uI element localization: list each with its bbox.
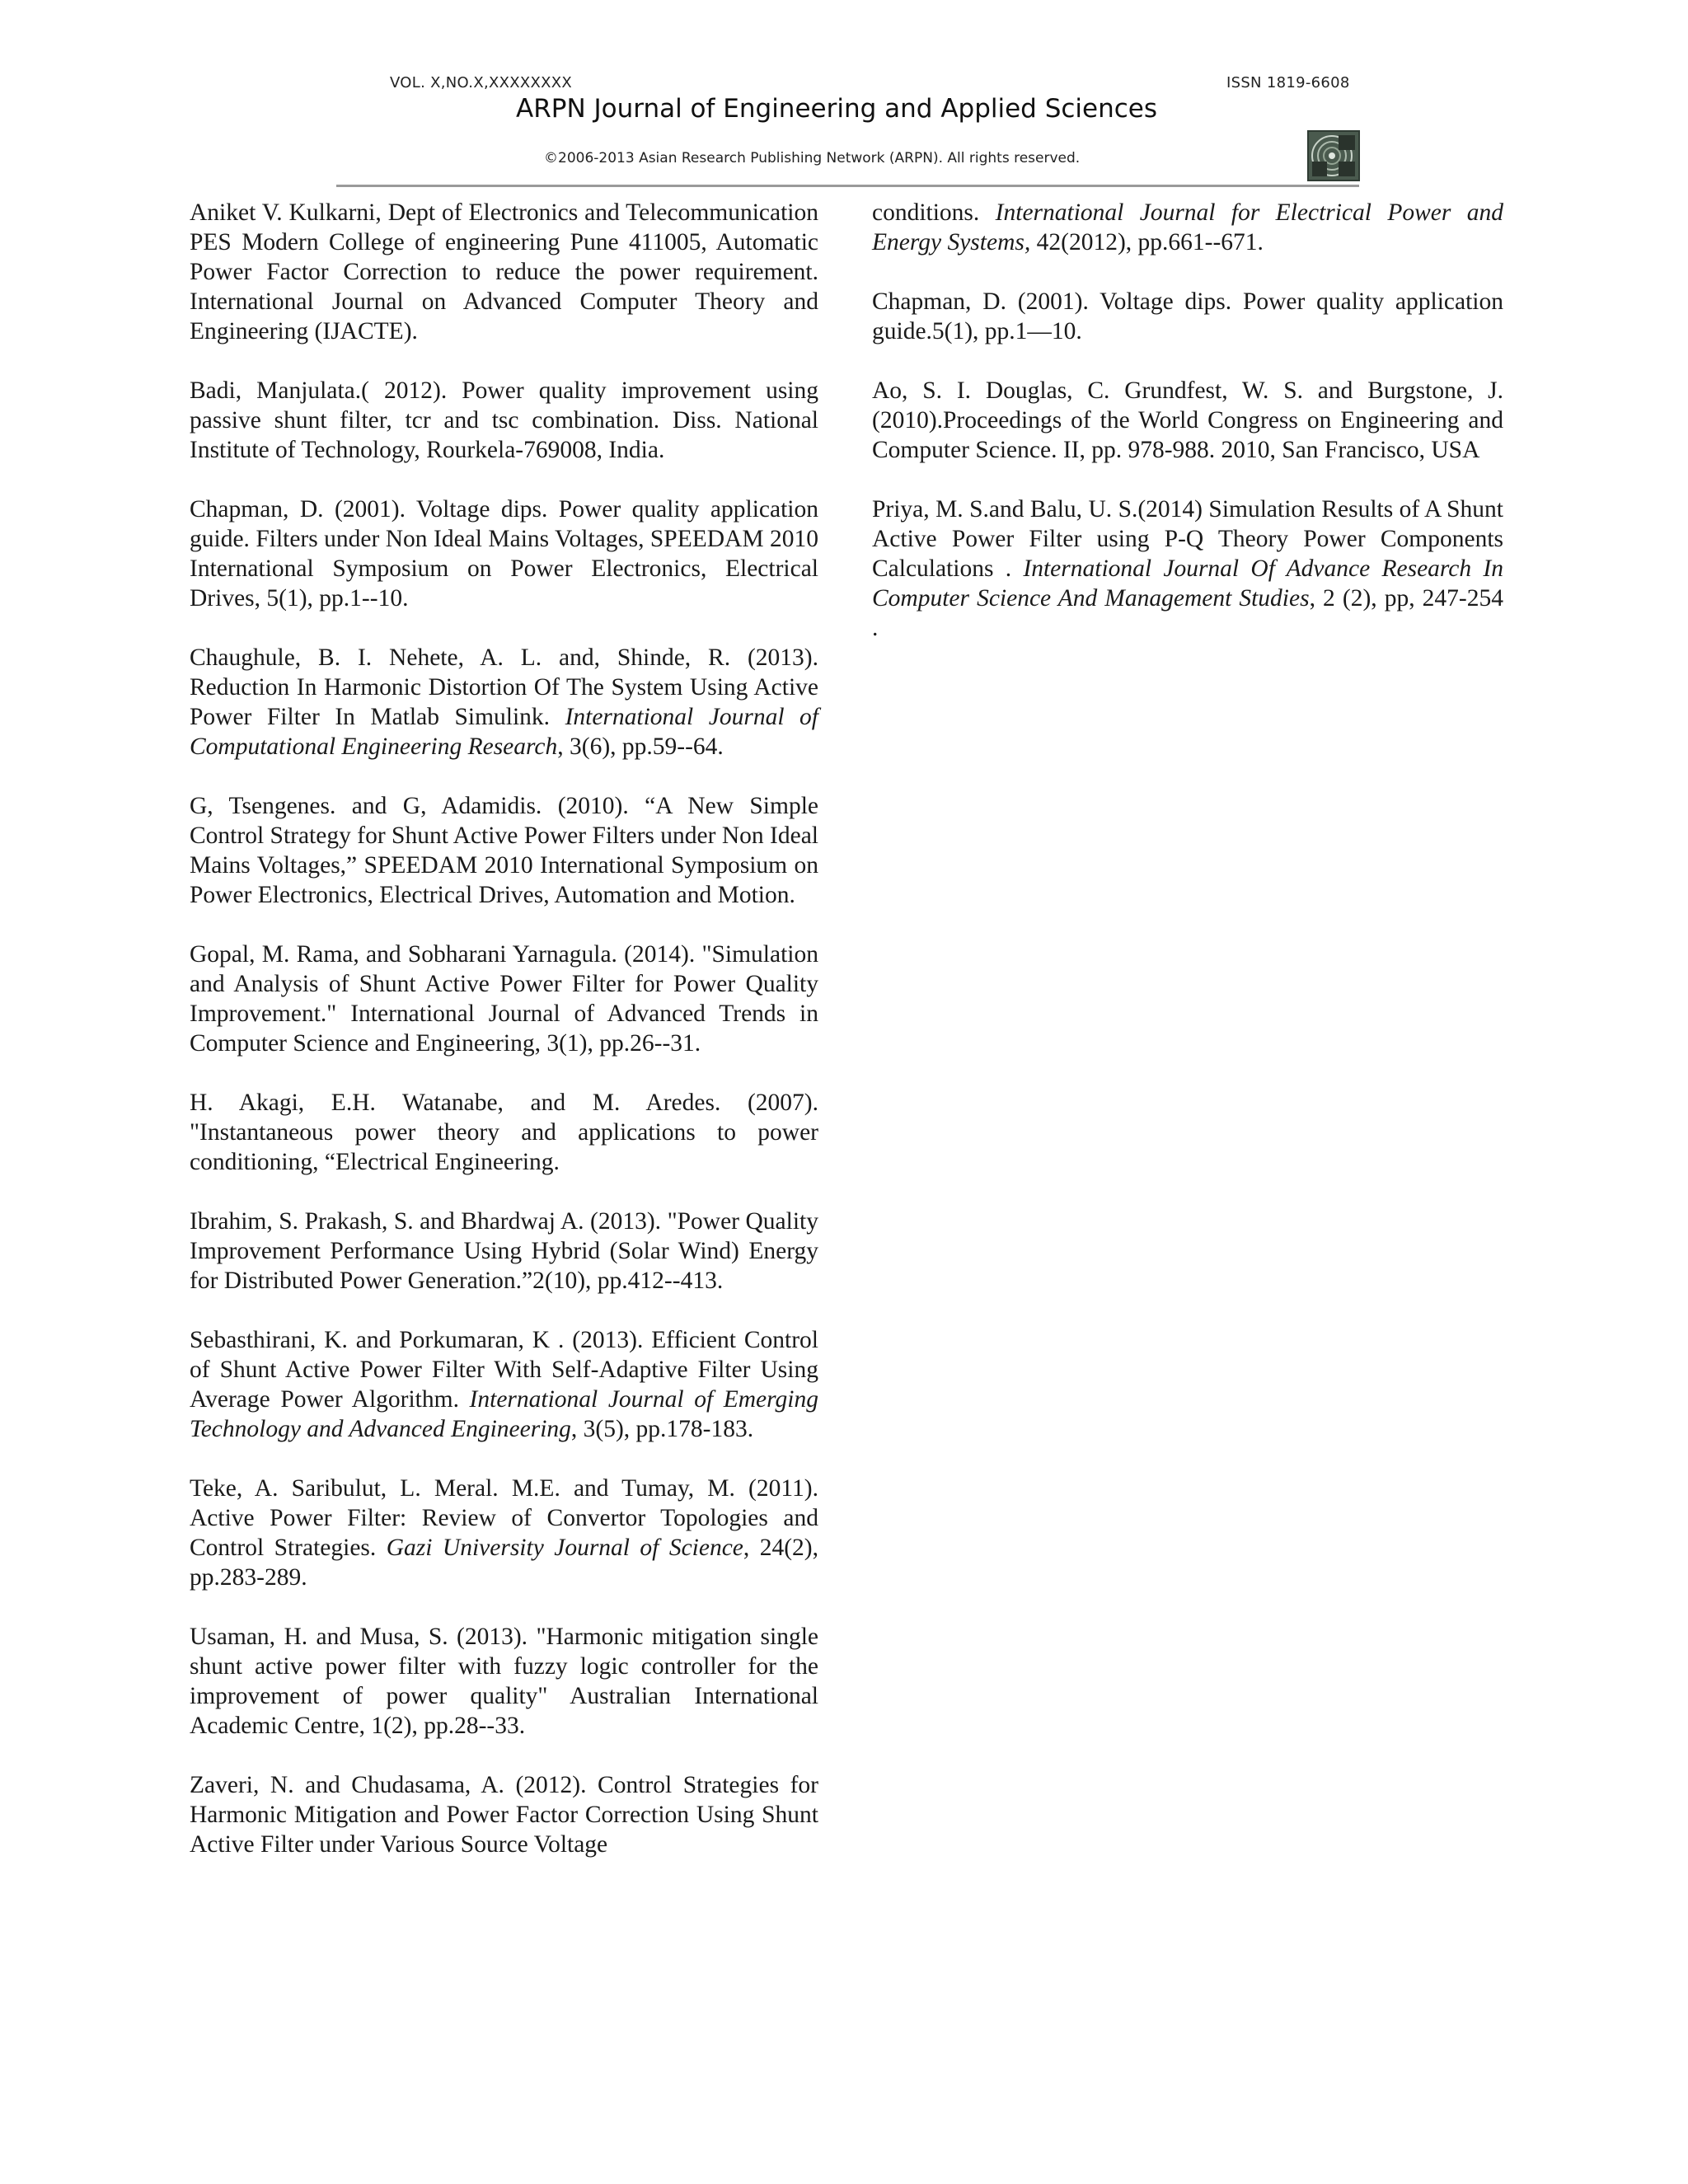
reference-text: Zaveri, N. and Chudasama, A. (2012). Control Strategies for Harmonic Mitigation and Power Factor Correction Using Shunt Active Filter under Various Source Voltage <box>190 1772 818 1858</box>
reference-entry <box>190 494 818 613</box>
reference-text: Teke, A. Saribulut, L. Meral. M.E. and Tumay, M. (2011). Active Power Filter: Review of Convertor Topologies and Control Strategies. <box>190 1475 818 1561</box>
reference-text: G, Tsengenes. and G, Adamidis. (2010). “A New Simple Control Strategy for Shunt Active Power Filters under Non Ideal Mains Voltages,” SPEEDAM 2010 International Symposium on Power Electronics, Electrical Drives, Automation and Motion. <box>190 793 818 908</box>
reference-entry <box>190 1770 818 1859</box>
reference-entry <box>872 198 1503 257</box>
reference-entry <box>190 940 818 1058</box>
reference-entry <box>872 494 1503 643</box>
issn-number: ISSN 1819-6608 <box>1226 74 1350 91</box>
reference-text: H. Akagi, E.H. Watanabe, and M. Aredes. (2007). "Instantaneous power theory and applications to power conditioning, “Electrical Engineering. <box>190 1090 818 1175</box>
arpn-logo-icon <box>1307 130 1360 181</box>
reference-source-italic: International Journal for Electrical Power and Energy Systems, <box>872 199 1503 255</box>
copyright-notice: ©2006-2013 Asian Research Publishing Network (ARPN). All rights reserved. <box>544 150 1081 166</box>
reference-text: 42(2012), pp.661--671. <box>1030 229 1264 255</box>
journal-title: ARPN Journal of Engineering and Applied Sciences <box>516 94 1158 124</box>
reference-text: , 24(2), pp.283-289. <box>190 1535 818 1591</box>
reference-text: , 3(5), pp.178-183. <box>570 1416 754 1442</box>
reference-entry <box>190 1207 818 1296</box>
reference-text: Chapman, D. (2001). Voltage dips. Power quality application guide. Filters under Non Ideal Mains Voltages, SPEEDAM 2010 International Symposium on Power Electronics, Electrical Drives, 5(1), pp.1--10. <box>190 496 818 612</box>
reference-entry <box>190 791 818 910</box>
reference-source-italic: International Journal of Emerging Technology and Advanced Engineering <box>190 1386 818 1442</box>
volume-number: VOL. X,NO.X,XXXXXXXX <box>390 74 573 91</box>
reference-entry <box>872 287 1503 346</box>
reference-entry <box>190 1622 818 1741</box>
reference-source-italic: International Journal Of Advance Research In Computer Science And Management Studies <box>872 555 1503 612</box>
reference-entry <box>190 1088 818 1177</box>
reference-entry <box>190 198 818 346</box>
reference-text: Badi, Manjulata.( 2012). Power quality improvement using passive shunt filter, tcr and tsc combination. Diss. National Institute of Technology, Rourkela-769008, India. <box>190 377 818 463</box>
reference-entry <box>190 1325 818 1444</box>
references-left-column <box>190 198 818 1889</box>
reference-entry <box>190 1474 818 1592</box>
reference-text: Gopal, M. Rama, and Sobharani Yarnagula. (2014). "Simulation and Analysis of Shunt Active Power Filter for Power Quality Improvement." International Journal of Advanced Trends in Computer Science and Engineering, 3(1), pp.26--31. <box>190 941 818 1057</box>
reference-text: Priya, M. S.and Balu, U. S.(2014) Simulation Results of A Shunt Active Power Filter using P-Q Theory Power Components Calculations . <box>872 496 1503 582</box>
reference-entry <box>190 376 818 465</box>
reference-text: conditions. <box>872 199 996 226</box>
reference-text: Sebasthirani, K. and Porkumaran, K . (2013). Efficient Control of Shunt Active Power Filter With Self-Adaptive Filter Using Average Power Algorithm. <box>190 1327 818 1413</box>
reference-source-italic: Gazi University Journal of Science <box>386 1535 743 1561</box>
references-right-column <box>872 198 1503 673</box>
reference-entry <box>872 376 1503 465</box>
reference-source-italic: International Journal of Computational Engineering Research <box>190 704 818 760</box>
reference-text: Usaman, H. and Musa, S. (2013). "Harmonic mitigation single shunt active power filter with fuzzy logic controller for the improvement of power quality" Australian International Academic Centre, 1(2), pp.28--33. <box>190 1624 818 1739</box>
reference-entry <box>190 643 818 762</box>
reference-text: , 3(6), pp.59--64. <box>557 733 724 760</box>
reference-text: Ao, S. I. Douglas, C. Grundfest, W. S. and Burgstone, J. (2010).Proceedings of the World Congress on Engineering and Computer Science. II, pp. 978-988. 2010, San Francisco, USA <box>872 377 1503 463</box>
reference-text: Chapman, D. (2001). Voltage dips. Power quality application guide.5(1), pp.1—10. <box>872 288 1503 344</box>
reference-text: , 2 (2), pp, 247-254 . <box>872 585 1503 641</box>
reference-text: Chaughule, B. I. Nehete, A. L. and, Shinde, R. (2013). Reduction In Harmonic Distortion Of The System Using Active Power Filter In Matlab Simulink. <box>190 644 818 730</box>
reference-text: Aniket V. Kulkarni, Dept of Electronics and Telecommunication PES Modern College of engineering Pune 411005, Automatic Power Factor Correction to reduce the power requirement. International Journal on Advanced Computer Theory and Engineering (IJACTE). <box>190 199 818 344</box>
reference-text: Ibrahim, S. Prakash, S. and Bhardwaj A. (2013). "Power Quality Improvement Performance Using Hybrid (Solar Wind) Energy for Distributed Power Generation.”2(10), pp.412--413. <box>190 1208 818 1294</box>
header-divider <box>336 185 1359 187</box>
